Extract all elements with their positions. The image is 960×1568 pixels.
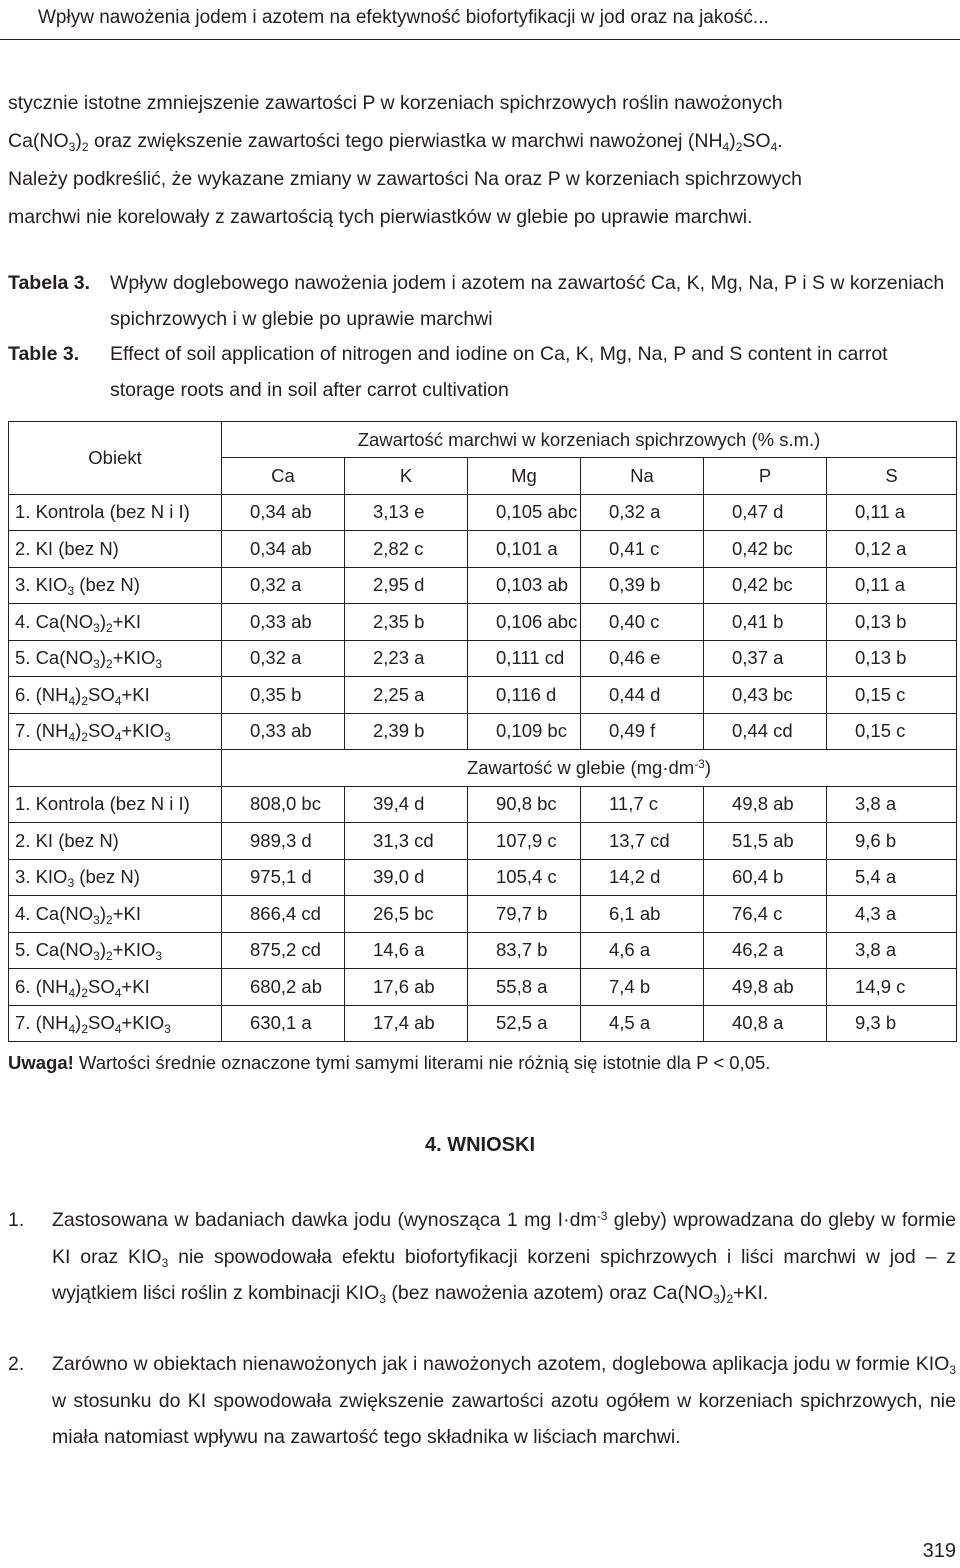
soil-header: Zawartość w glebie $(mg\cdot dm^{-3})$ bbox=[222, 750, 957, 787]
soil-row bbox=[9, 859, 957, 896]
value-mg: 0,116 d bbox=[468, 677, 581, 714]
value-p: 0,44 cd bbox=[704, 713, 827, 750]
object-label: 3. $KIO_3$ (bez N) bbox=[9, 567, 222, 604]
value-s: 0,12 a bbox=[827, 531, 957, 568]
value-na: 0,40 c bbox=[581, 604, 704, 641]
roots-row bbox=[9, 604, 957, 641]
value-ca: 0,32 a bbox=[222, 567, 345, 604]
value-mg: 107,9 c bbox=[468, 823, 581, 860]
value-mg: 105,4 c bbox=[468, 859, 581, 896]
value-ca: 0,34 ab bbox=[222, 531, 345, 568]
value-k: 26,5 bc bbox=[345, 896, 468, 933]
col-header-mg: Mg bbox=[468, 458, 581, 495]
value-na: 4,6 a bbox=[581, 932, 704, 969]
soil-row bbox=[9, 932, 957, 969]
running-title: Wpływ nawożenia jodem i azotem na efektywność biofortyfikacji w jod oraz na jakość... bbox=[38, 7, 769, 28]
col-header-p: P bbox=[704, 458, 827, 495]
value-mg: 0,101 a bbox=[468, 531, 581, 568]
roots-row bbox=[9, 494, 957, 531]
value-s: 3,8 a bbox=[827, 786, 957, 823]
value-k: 14,6 a bbox=[345, 932, 468, 969]
col-header-s: S bbox=[827, 458, 957, 495]
value-p: 60,4 b bbox=[704, 859, 827, 896]
object-label: 4. $Ca(NO_3)_2+KI$ bbox=[9, 604, 222, 641]
caption-pl-label: Tabela 3. bbox=[8, 272, 91, 294]
table-note bbox=[8, 1052, 770, 1074]
object-label: 2. KI (bez N) bbox=[9, 531, 222, 568]
value-mg: 0,106 abc bbox=[468, 604, 581, 641]
section-title: 4. WNIOSKI bbox=[424, 1134, 535, 1156]
roots-row bbox=[9, 567, 957, 604]
value-s: 0,15 c bbox=[827, 677, 957, 714]
value-p: 51,5 ab bbox=[704, 823, 827, 860]
value-p: 0,42 bc bbox=[704, 531, 827, 568]
roots-row bbox=[9, 713, 957, 750]
value-s: 9,3 b bbox=[827, 1005, 957, 1042]
object-label: 3. $KIO_3$ (bez N) bbox=[9, 859, 222, 896]
value-ca: 0,35 b bbox=[222, 677, 345, 714]
object-label: 4. $Ca(NO_3)_2+KI$ bbox=[9, 896, 222, 933]
value-ca: 680,2 ab bbox=[222, 969, 345, 1006]
value-ca: 989,3 d bbox=[222, 823, 345, 860]
soil-row bbox=[9, 823, 957, 860]
value-ca: 0,33 ab bbox=[222, 713, 345, 750]
value-mg: 0,109 bc bbox=[468, 713, 581, 750]
value-mg: 83,7 b bbox=[468, 932, 581, 969]
value-na: 11,7 c bbox=[581, 786, 704, 823]
value-mg: 90,8 bc bbox=[468, 786, 581, 823]
value-ca: 0,33 ab bbox=[222, 604, 345, 641]
conclusion-1 bbox=[8, 1202, 956, 1348]
value-p: 0,41 b bbox=[704, 604, 827, 641]
intro-line-3: Należy podkreślić, że wykazane zmiany w zawartości Na oraz P w korzeniach spichrzowych bbox=[8, 168, 803, 190]
table-caption-en bbox=[8, 336, 956, 408]
note-label: Uwaga! bbox=[8, 1052, 74, 1073]
value-k: 2,95 d bbox=[345, 567, 468, 604]
value-k: 2,23 a bbox=[345, 640, 468, 677]
value-k: 2,25 a bbox=[345, 677, 468, 714]
value-ca: 0,34 ab bbox=[222, 494, 345, 531]
roots-row bbox=[9, 531, 957, 568]
object-label: 7. $(NH_4)_2SO_4+KIO_3$ bbox=[9, 713, 222, 750]
object-label: 1. Kontrola (bez N i I) bbox=[9, 494, 222, 531]
object-label: 6. $(NH_4)_2SO_4+KI$ bbox=[9, 677, 222, 714]
object-label: 1. Kontrola (bez N i I) bbox=[9, 786, 222, 823]
value-na: 13,7 cd bbox=[581, 823, 704, 860]
soil-row bbox=[9, 786, 957, 823]
value-s: 9,6 b bbox=[827, 823, 957, 860]
note-text: Wartości średnie oznaczone tymi samymi literami nie różnią się istotnie dla P < 0,05. bbox=[73, 1052, 771, 1073]
object-label: 2. KI (bez N) bbox=[9, 823, 222, 860]
value-p: 76,4 c bbox=[704, 896, 827, 933]
value-k: 39,0 d bbox=[345, 859, 468, 896]
value-na: 7,4 b bbox=[581, 969, 704, 1006]
object-label: 6. $(NH_4)_2SO_4+KI$ bbox=[9, 969, 222, 1006]
value-p: 0,47 d bbox=[704, 494, 827, 531]
caption-en-text: Effect of soil application of nitrogen and iodine on Ca, K, Mg, Na, P and S content in carrot storage roots and in soil after carrot cultivation bbox=[110, 343, 888, 401]
col-header-na: Na bbox=[581, 458, 704, 495]
caption-pl-text: Wpływ doglebowego nawożenia jodem i azotem na zawartość Ca, K, Mg, Na, P i S w korzeniach spichrzowych i w glebie po uprawie marchwi bbox=[110, 272, 945, 330]
value-k: 17,6 ab bbox=[345, 969, 468, 1006]
conclusion-1-number: 1. bbox=[8, 1209, 25, 1231]
value-na: 0,39 b bbox=[581, 567, 704, 604]
page-number: 319 bbox=[922, 1540, 956, 1562]
results-table bbox=[8, 421, 957, 1042]
value-s: 5,4 a bbox=[827, 859, 957, 896]
roots-row bbox=[9, 640, 957, 677]
value-k: 2,39 b bbox=[345, 713, 468, 750]
intro-paragraph bbox=[8, 84, 954, 236]
table-caption-pl bbox=[8, 265, 956, 337]
value-s: 0,11 a bbox=[827, 494, 957, 531]
value-na: 0,41 c bbox=[581, 531, 704, 568]
running-header bbox=[0, 0, 960, 40]
value-na: 0,46 e bbox=[581, 640, 704, 677]
value-s: 0,13 b bbox=[827, 640, 957, 677]
conclusion-2-number: 2. bbox=[8, 1353, 25, 1375]
roots-row bbox=[9, 677, 957, 714]
intro-line-2: $Ca(NO_3)_2$ oraz zwiększenie zawartości tego pierwiastka w marchwi nawożonej $(NH_4)_2SO_4$. bbox=[8, 130, 783, 154]
conclusion-2-text: Zarówno w obiektach nienawożonych jak i nawożonych azotem, doglebowa aplikacja jodu w formie $KIO_3$ w stosunku do KI spowodowała zwiększenie zawartości azotu ogółem w korzeniach spichrzowych, nie miała natomiast wpływu na zawartość tego składnika w liściach marchwi. bbox=[52, 1353, 956, 1448]
value-p: 49,8 ab bbox=[704, 969, 827, 1006]
value-p: 0,42 bc bbox=[704, 567, 827, 604]
value-p: 46,2 a bbox=[704, 932, 827, 969]
value-k: 17,4 ab bbox=[345, 1005, 468, 1042]
col-header-ca: Ca bbox=[222, 458, 345, 495]
value-k: 2,35 b bbox=[345, 604, 468, 641]
value-s: 14,9 c bbox=[827, 969, 957, 1006]
value-na: 4,5 a bbox=[581, 1005, 704, 1042]
col-header-k: K bbox=[345, 458, 468, 495]
roots-header: Zawartość marchwi w korzeniach spichrzowych (% s.m.) bbox=[222, 422, 957, 458]
soil-row bbox=[9, 1005, 957, 1042]
value-ca: 0,32 a bbox=[222, 640, 345, 677]
value-k: 2,82 c bbox=[345, 531, 468, 568]
object-header: Obiekt bbox=[9, 422, 222, 495]
value-na: 0,49 f bbox=[581, 713, 704, 750]
value-s: 3,8 a bbox=[827, 932, 957, 969]
soil-row bbox=[9, 896, 957, 933]
value-mg: 79,7 b bbox=[468, 896, 581, 933]
value-p: 0,37 a bbox=[704, 640, 827, 677]
value-na: 0,44 d bbox=[581, 677, 704, 714]
value-mg: 52,5 a bbox=[468, 1005, 581, 1042]
value-na: 0,32 a bbox=[581, 494, 704, 531]
soil-row bbox=[9, 969, 957, 1006]
value-s: 0,11 a bbox=[827, 567, 957, 604]
object-label: 5. $Ca(NO_3)_2+KIO_3$ bbox=[9, 640, 222, 677]
value-mg: 0,105 abc bbox=[468, 494, 581, 531]
value-mg: 0,103 ab bbox=[468, 567, 581, 604]
object-label: 5. $Ca(NO_3)_2+KIO_3$ bbox=[9, 932, 222, 969]
value-s: 0,13 b bbox=[827, 604, 957, 641]
value-k: 39,4 d bbox=[345, 786, 468, 823]
empty-cell bbox=[9, 750, 222, 787]
value-ca: 630,1 a bbox=[222, 1005, 345, 1042]
value-ca: 875,2 cd bbox=[222, 932, 345, 969]
value-s: 4,3 a bbox=[827, 896, 957, 933]
caption-en-label: Table 3. bbox=[8, 343, 80, 365]
value-s: 0,15 c bbox=[827, 713, 957, 750]
value-p: 0,43 bc bbox=[704, 677, 827, 714]
value-ca: 808,0 bc bbox=[222, 786, 345, 823]
value-na: 14,2 d bbox=[581, 859, 704, 896]
value-ca: 866,4 cd bbox=[222, 896, 345, 933]
value-k: 3,13 e bbox=[345, 494, 468, 531]
object-label: 7. $(NH_4)_2SO_4+KIO_3$ bbox=[9, 1005, 222, 1042]
conclusion-1-text: Zastosowana w badaniach dawka jodu (wynosząca 1 mg $I\cdot dm^{-3}$ gleby) wprowadzana do gleby w formie KI oraz $KIO_3$ nie spowodowała efektu biofortyfikacji korzeni spichrzowych i liści marchwi w jod – z wyjątkiem liści roślin z kombinacji $KIO_3$ (bez nawożenia azotem) oraz $Ca(NO_3)_2+KI$. bbox=[52, 1209, 956, 1306]
value-na: 6,1 ab bbox=[581, 896, 704, 933]
value-p: 40,8 a bbox=[704, 1005, 827, 1042]
conclusion-2 bbox=[8, 1346, 956, 1492]
intro-line-1: stycznie istotne zmniejszenie zawartości P w korzeniach spichrzowych roślin nawożonych bbox=[8, 92, 783, 114]
soil-header-row bbox=[9, 750, 957, 787]
intro-line-4: marchwi nie korelowały z zawartością tych pierwiastków w glebie po uprawie marchwi. bbox=[8, 206, 753, 228]
value-p: 49,8 ab bbox=[704, 786, 827, 823]
value-mg: 0,111 cd bbox=[468, 640, 581, 677]
value-ca: 975,1 d bbox=[222, 859, 345, 896]
value-k: 31,3 cd bbox=[345, 823, 468, 860]
value-mg: 55,8 a bbox=[468, 969, 581, 1006]
